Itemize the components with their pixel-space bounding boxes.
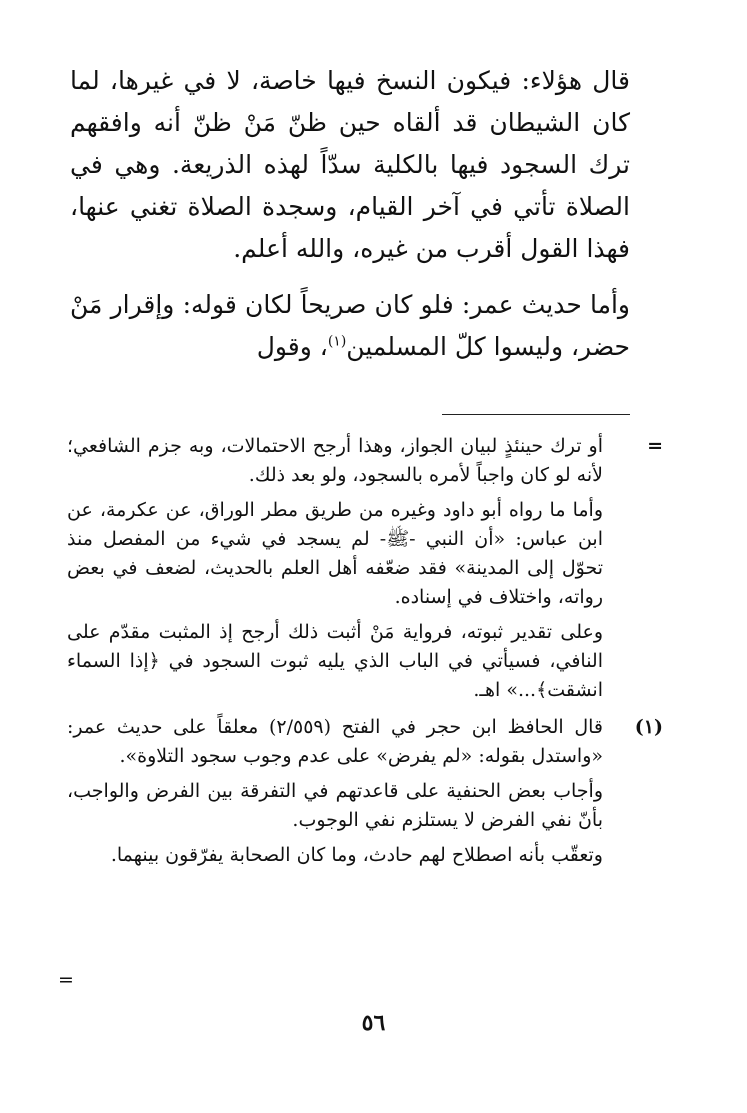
continuation-marker: = (647, 435, 663, 457)
footnote-1 (67, 713, 663, 870)
main-text (70, 60, 630, 368)
footnote-separator (442, 414, 630, 415)
footnote-paragraph: وأما ما رواه أبو داود وغيره من طريق مطر الوراق، عن عكرمة، عن ابن عباس: «أن النبي -ﷺ- لم يسجد في شيء من المفصل منذ تحوّل إلى المدينة» فقد ضعّفه أهل العلم بالحديث، لضعف في بعض رواته، واختلاف في إسناده. (67, 499, 603, 608)
body-paragraph-last (70, 284, 630, 368)
footnote-paragraph: وأجاب بعض الحنفية على قاعدتهم في التفرقة بين الفرض والواجب، بأنّ نفي الفرض لا يستلزم نفي الوجوب. (67, 780, 603, 831)
page-number: ٥٦ (361, 1010, 386, 1036)
footnote-paragraph: وتعقّب بأنه اصطلاح لهم حادث، وما كان الصحابة يفرّقون بينهما. (110, 844, 603, 866)
footnote-marker: (١) (634, 716, 663, 738)
footnote-paragraph: أو ترك حينئذٍ لبيان الجواز، وهذا أرجح الاحتمالات، وبه جزم الشافعي؛ لأنه لو كان واجباً لأمره بالسجود، ولو بعد ذلك. (67, 435, 603, 486)
footnote-reference[interactable]: (١) (327, 333, 347, 350)
footnote-continuation (67, 432, 663, 705)
footnote-paragraph: وعلى تقدير ثبوته، فرواية مَنْ أثبت ذلك أرجح إذ المثبت مقدّم على النافي، فسيأتي في الباب الذي يليه ثبوت السجود في ﴿إذا السماء انشقت﴾...» اهـ. (67, 621, 603, 701)
continues-marker: = (58, 969, 74, 991)
footnote-paragraph: قال الحافظ ابن حجر في الفتح (٢/٥٥٩) معلقاً على حديث عمر: «واستدل بقوله: «لم يفرض» على عدم وجوب سجود التلاوة». (67, 716, 604, 767)
body-text-tail: ، وقول (256, 332, 328, 361)
body-text: وأما حديث عمر: فلو كان صريحاً لكان قوله: وإقرار مَنْ حضر، وليسوا كلّ المسلمين (70, 290, 630, 361)
footnotes (67, 432, 663, 870)
body-paragraph: قال هؤلاء: فيكون النسخ فيها خاصة، لا في غيرها، لما كان الشيطان قد ألقاه حين ظنّ مَنْ ظنّ أنه وافقهم ترك السجود فيها بالكلية سدّاً لهذه الذريعة. وهي في الصلاة تأتي في آخر القيام، وسجدة الصلاة تغني عنها، فهذا القول أقرب من غيره، والله أعلم. (70, 66, 630, 263)
